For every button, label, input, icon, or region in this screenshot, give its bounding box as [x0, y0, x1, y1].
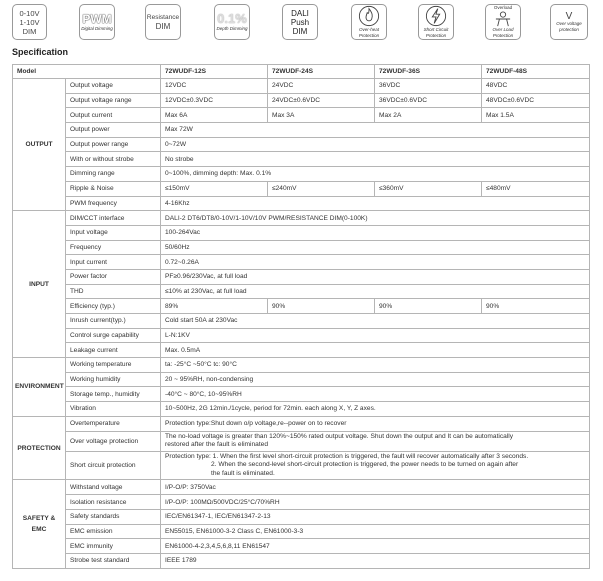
spec-row [13, 299, 590, 314]
spec-label: Power factor [66, 269, 161, 284]
spec-row [13, 451, 590, 480]
spec-value: -40°C ~ 80°C, 10~95%RH [161, 387, 590, 402]
spec-row [13, 387, 590, 402]
spec-label: Frequency [66, 240, 161, 255]
spec-value [161, 431, 590, 451]
spec-row [13, 372, 590, 387]
spec-label: Over voltage protection [66, 431, 161, 451]
spec-row [13, 79, 590, 94]
spec-value: 0~72W [161, 137, 590, 152]
icon-caption: Over-heat Protection [358, 27, 380, 38]
spec-value [161, 451, 590, 480]
spec-label: Working humidity [66, 372, 161, 387]
icon-line: DALI [291, 8, 309, 18]
spec-value-line: The no-load voltage is greater than 120%~150% rated output voltage. Shut down the output and It can be automatically [165, 432, 514, 440]
spec-row [13, 137, 590, 152]
spec-row [13, 524, 590, 539]
spec-value: 90% [375, 299, 482, 314]
spec-value-line: restored after the fault is eliminated [165, 441, 268, 449]
spec-value: ≤10% at 230Vac, at full load [161, 284, 590, 299]
spec-row [13, 167, 590, 182]
icon-line: DIM [155, 22, 171, 31]
icon-caption: Digital Dimming [81, 25, 113, 31]
spec-value: Max 2A [375, 108, 482, 123]
spec-value: ≤480mV [482, 181, 590, 196]
spec-row [13, 152, 590, 167]
spec-value: DALI-2 DT6/DT8/0-10V/1-10V/10V PWM/RESISTANCE DIM(0-100K) [161, 211, 590, 226]
icon-caption: Short Circuit Protection [423, 27, 449, 38]
spec-value: 100-264Vac [161, 225, 590, 240]
icon-caption: Depth Dimming [216, 26, 248, 31]
spec-label: Output voltage range [66, 93, 161, 108]
spec-value: 0~100%, dimming depth: Max. 0.1% [161, 167, 590, 182]
spec-value: IEC/EN61347-1, IEC/EN61347-2-13 [161, 509, 590, 524]
spec-value: ta: -25°C ~50°C tc: 90°C [161, 358, 590, 373]
flame-icon [356, 5, 382, 27]
spec-label: Output voltage [66, 79, 161, 94]
spec-row [13, 343, 590, 358]
spec-row [13, 269, 590, 284]
resistance-dim-icon [145, 4, 181, 40]
spec-value: Cold start 50A at 230Vac [161, 314, 590, 329]
feature-icon-bar [0, 0, 603, 46]
section-label: ENVIRONMENT [13, 358, 66, 417]
spec-value: Max 72W [161, 123, 590, 138]
spec-row [13, 539, 590, 554]
specification-title: Specification [12, 47, 69, 57]
spec-row [13, 108, 590, 123]
spec-row [13, 196, 590, 211]
spec-label: PWM frequency [66, 196, 161, 211]
spec-value-line: the fault is eliminated. [211, 469, 275, 477]
spec-row [13, 123, 590, 138]
spec-value-line: Protection type: 1. When the first level short-circuit protection is triggered, the fault will recover automatically after 3 seconds. [165, 452, 529, 460]
spec-label: Short circuit protection [66, 451, 161, 480]
spec-value: 0.72~0.26A [161, 255, 590, 270]
spec-value: PF≥0.96/230Vac, at full load [161, 269, 590, 284]
model-name: 72WUDF-36S [375, 65, 482, 79]
spec-value: ≤150mV [161, 181, 268, 196]
spec-value: 24VDC±0.6VDC [268, 93, 375, 108]
icon-line: Resistance [146, 14, 180, 21]
spec-value: Max. 0.5mA [161, 343, 590, 358]
spec-value: Max 6A [161, 108, 268, 123]
spec-value: 90% [268, 299, 375, 314]
spec-row [13, 93, 590, 108]
depth-dimming-icon [214, 4, 250, 40]
spec-row [13, 284, 590, 299]
person-icon [491, 11, 515, 27]
spec-label: Withstand voltage [66, 480, 161, 495]
lightning-icon [423, 5, 449, 27]
spec-value: ≤360mV [375, 181, 482, 196]
spec-value: Max 3A [268, 108, 375, 123]
dimming-0-10v-icon [12, 4, 47, 40]
spec-row [13, 553, 590, 568]
spec-value: Protection type:Shut down o/p voltage,re--power on to recover [161, 416, 590, 431]
spec-value: 36VDC [375, 79, 482, 94]
icon-line: 0-10V [19, 8, 40, 18]
model-row [13, 65, 590, 79]
spec-value: 89% [161, 299, 268, 314]
spec-value: I/P-O/P: 100MΩ/500VDC/25°C/70%RH [161, 495, 590, 510]
spec-row [13, 181, 590, 196]
spec-row [13, 314, 590, 329]
icon-line: DIM [22, 26, 37, 36]
spec-row [13, 225, 590, 240]
spec-label: Ripple & Noise [66, 181, 161, 196]
spec-row [13, 255, 590, 270]
spec-row [13, 211, 590, 226]
icon-line: Push DIM [290, 17, 310, 36]
spec-label: With or without strobe [66, 152, 161, 167]
spec-value: EN61000-4-2,3,4,5,6,8,11 EN61547 [161, 539, 590, 554]
spec-row [13, 480, 590, 495]
dali-push-dim-icon [282, 4, 318, 40]
spec-label: Dimming range [66, 167, 161, 182]
spec-label: THD [66, 284, 161, 299]
spec-row [13, 328, 590, 343]
spec-value: 48VDC±0.6VDC [482, 93, 590, 108]
model-name: 72WUDF-48S [482, 65, 590, 79]
spec-label: DIM/CCT interface [66, 211, 161, 226]
spec-row [13, 240, 590, 255]
spec-row [13, 416, 590, 431]
spec-label: Output current [66, 108, 161, 123]
spec-label: Input current [66, 255, 161, 270]
spec-label: Strobe test standard [66, 553, 161, 568]
spec-row [13, 358, 590, 373]
pwm-digital-dimming-icon [79, 4, 115, 40]
spec-value: L-N:1KV [161, 328, 590, 343]
spec-label: EMC immunity [66, 539, 161, 554]
spec-value: 48VDC [482, 79, 590, 94]
icon-big-text: PWM [82, 11, 112, 26]
spec-label: Overtemperature [66, 416, 161, 431]
spec-label: Safety standards [66, 509, 161, 524]
icon-big-text: 0.1% [217, 11, 247, 26]
spec-value: 10~500Hz, 2G 12min./1cycle, period for 72min. each along X, Y, Z axes. [161, 402, 590, 417]
short-circuit-protection-icon [418, 4, 454, 40]
spec-label: Leakage current [66, 343, 161, 358]
icon-line: 1-10V [19, 17, 40, 27]
model-name: 72WUDF-24S [268, 65, 375, 79]
spec-label: Isolation resistance [66, 495, 161, 510]
model-label: Model [13, 65, 161, 79]
specification-table [12, 64, 590, 569]
spec-value: No strobe [161, 152, 590, 167]
spec-row [13, 509, 590, 524]
spec-label: Storage temp., humidity [66, 387, 161, 402]
icon-big-text: V [565, 10, 573, 22]
icon-top-text: Overload [493, 5, 513, 10]
spec-value: EN55015, EN61000-3-2 Class C, EN61000-3-3 [161, 524, 590, 539]
section-label: PROTECTION [13, 416, 66, 480]
spec-value: 20 ~ 95%RH, non-condensing [161, 372, 590, 387]
over-voltage-protection-icon [550, 4, 588, 40]
model-name: 72WUDF-12S [161, 65, 268, 79]
spec-value-line: 2. When the second-level short-circuit protection is triggered, the power needs to be turned on again after [211, 461, 519, 469]
spec-label: Efficiency (typ.) [66, 299, 161, 314]
icon-caption: Over voltage protection [556, 20, 582, 32]
spec-value: Max 1.5A [482, 108, 590, 123]
spec-label: Vibration [66, 402, 161, 417]
spec-value: I/P-O/P: 3750Vac [161, 480, 590, 495]
over-heat-protection-icon [351, 4, 387, 40]
over-load-protection-icon [485, 4, 521, 40]
spec-label: Output power range [66, 137, 161, 152]
spec-label: Working temperature [66, 358, 161, 373]
spec-value: 50/60Hz [161, 240, 590, 255]
spec-value: 12VDC [161, 79, 268, 94]
spec-label: Output power [66, 123, 161, 138]
spec-row [13, 431, 590, 451]
spec-value: 90% [482, 299, 590, 314]
spec-label: Inrush current(typ.) [66, 314, 161, 329]
spec-label: EMC emission [66, 524, 161, 539]
spec-value: 36VDC±0.6VDC [375, 93, 482, 108]
spec-label: Control surge capability [66, 328, 161, 343]
section-label: OUTPUT [13, 79, 66, 211]
spec-value: 4-16Khz [161, 196, 590, 211]
section-label: INPUT [13, 211, 66, 358]
spec-value: 24VDC [268, 79, 375, 94]
spec-label: Input voltage [66, 225, 161, 240]
spec-value: IEEE 1789 [161, 553, 590, 568]
icon-caption: Over Load Protection [492, 27, 514, 38]
spec-row [13, 495, 590, 510]
spec-row [13, 402, 590, 417]
spec-value: ≤240mV [268, 181, 375, 196]
spec-value: 12VDC±0.3VDC [161, 93, 268, 108]
section-label: SAFETY & EMC [13, 480, 66, 568]
